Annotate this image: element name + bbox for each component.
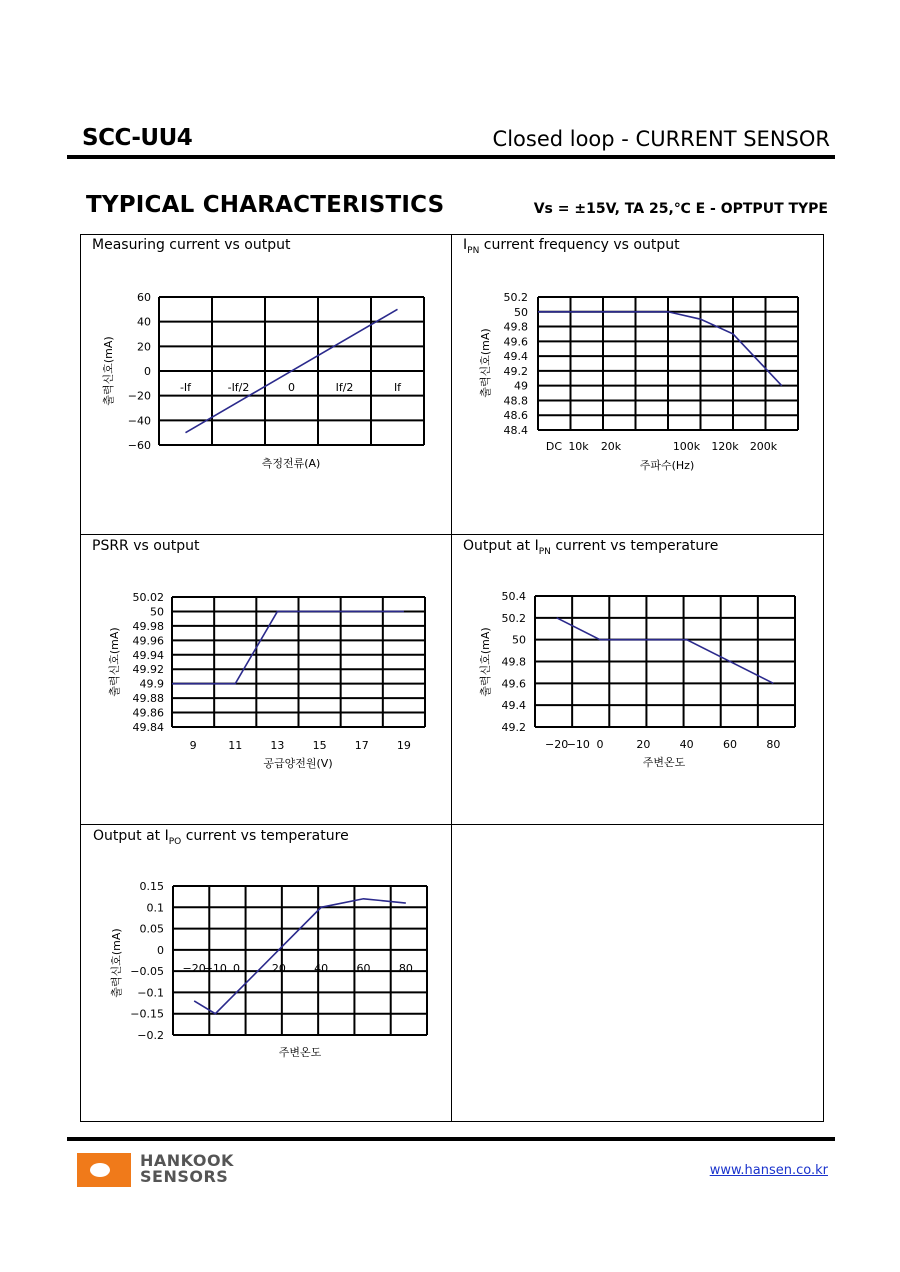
y-tick-label: 49 xyxy=(514,379,528,393)
y-tick-label: −0.1 xyxy=(137,986,164,1000)
y-tick-label: 49.4 xyxy=(503,350,528,364)
y-axis-label: 출력신호(mA) xyxy=(479,627,492,697)
y-tick-label: 50 xyxy=(512,633,526,647)
x-tick-label: 0 xyxy=(288,381,295,394)
x-tick-label: −20 xyxy=(182,961,206,975)
x-tick-label: −20 xyxy=(545,738,569,751)
y-tick-label: 49.6 xyxy=(503,335,528,349)
footer-rule xyxy=(67,1137,835,1141)
y-axis-label: 출력신호(mA) xyxy=(479,328,492,398)
series-line xyxy=(538,312,782,386)
y-tick-label: 0 xyxy=(144,365,151,378)
series-line xyxy=(194,899,406,1014)
x-axis-label: 공급양전원(V) xyxy=(263,757,333,770)
x-tick-label: DC xyxy=(545,440,563,453)
chart-title-ipn-temperature: Output at $I_{PN}$ current vs temperature xyxy=(463,538,719,557)
y-tick-label: −0.05 xyxy=(130,965,164,979)
chart-title-psrr: PSRR vs output xyxy=(92,538,200,554)
x-tick-label: 40 xyxy=(679,738,694,751)
x-axis-label: 주변온도 xyxy=(642,756,686,769)
y-tick-label: 49.6 xyxy=(501,677,526,691)
y-tick-label: 48.6 xyxy=(503,409,528,423)
y-tick-label: 60 xyxy=(137,291,151,304)
section-title: TYPICAL CHARACTERISTICS xyxy=(86,192,445,218)
y-tick-label: 50.2 xyxy=(503,291,528,304)
y-tick-label: 49.8 xyxy=(503,320,528,334)
x-tick-label: 0 xyxy=(233,961,240,975)
x-tick-label: 100k xyxy=(672,440,701,453)
x-tick-label: 20 xyxy=(636,738,651,751)
y-tick-label: −0.2 xyxy=(137,1029,164,1042)
x-tick-label: 200k xyxy=(749,440,778,453)
logo-line-1: HANKOOK xyxy=(140,1151,234,1170)
y-tick-label: 49.8 xyxy=(501,655,526,669)
x-tick-label: 60 xyxy=(356,961,371,975)
y-tick-label: 49.88 xyxy=(132,692,164,706)
y-tick-label: 49.2 xyxy=(501,721,526,734)
x-tick-label: If xyxy=(393,381,402,394)
y-tick-label: 48.8 xyxy=(503,394,528,408)
x-tick-label: 9 xyxy=(189,739,197,752)
series-line xyxy=(557,618,774,684)
x-tick-label: 60 xyxy=(723,738,737,751)
y-tick-label: 50 xyxy=(150,605,164,619)
model-name: SCC-UU4 xyxy=(82,125,193,151)
y-tick-label: 50.02 xyxy=(132,591,164,604)
x-tick-label: 15 xyxy=(312,739,327,752)
x-tick-label: -If xyxy=(179,381,192,394)
x-tick-label: 10k xyxy=(568,440,589,453)
y-tick-label: −40 xyxy=(127,414,151,428)
y-tick-label: 0.1 xyxy=(146,901,164,915)
document-subtitle: Closed loop - CURRENT SENSOR xyxy=(492,127,830,151)
y-tick-label: 40 xyxy=(137,315,151,329)
y-tick-label: 50.4 xyxy=(501,590,526,603)
y-tick-label: 0.15 xyxy=(139,880,164,893)
y-tick-label: 48.4 xyxy=(503,424,528,437)
x-tick-label: 120k xyxy=(711,440,739,453)
y-tick-label: 49.2 xyxy=(503,364,528,378)
x-tick-label: 80 xyxy=(398,961,413,975)
y-axis-label: 출력신호(mA) xyxy=(110,928,123,998)
y-tick-label: 0.05 xyxy=(139,922,164,936)
y-tick-label: 50.2 xyxy=(501,611,526,625)
x-axis-label: 주파수(Hz) xyxy=(639,459,695,472)
y-tick-label: 49.96 xyxy=(132,634,164,648)
series-line xyxy=(172,611,404,683)
chart-title-measuring-current: Measuring current vs output xyxy=(92,237,291,253)
y-tick-label: −20 xyxy=(127,389,151,403)
y-tick-label: 0 xyxy=(157,943,164,957)
y-axis-label: 출력신호(mA) xyxy=(108,627,121,697)
x-tick-label: 19 xyxy=(396,739,411,752)
x-tick-label: 40 xyxy=(314,961,329,975)
chart-title-frequency: $I_{PN}$ current frequency vs output xyxy=(463,237,680,256)
x-tick-label: -If/2 xyxy=(227,381,250,394)
test-conditions: Vs = ±15V, TA 25,℃ E - OPTPUT TYPE xyxy=(533,201,828,217)
y-tick-label: −0.15 xyxy=(130,1007,164,1021)
x-tick-label: −10 xyxy=(203,961,227,975)
y-tick-label: 20 xyxy=(137,340,151,354)
x-tick-label: 20k xyxy=(600,440,622,453)
logo-line-2: SENSORS xyxy=(140,1167,229,1186)
x-axis-label: 주변온도 xyxy=(278,1046,322,1059)
x-tick-label: 80 xyxy=(766,738,781,751)
y-tick-label: 49.9 xyxy=(139,677,164,691)
y-tick-label: 49.98 xyxy=(132,619,164,633)
x-tick-label: −10 xyxy=(566,738,590,751)
y-tick-label: 49.92 xyxy=(132,663,164,677)
y-tick-label: 49.94 xyxy=(132,648,164,662)
x-axis-label: 측정전류(A) xyxy=(261,457,321,470)
x-tick-label: 20 xyxy=(271,961,286,975)
y-tick-label: 49.84 xyxy=(132,721,164,734)
x-tick-label: 13 xyxy=(270,739,285,752)
x-tick-label: 0 xyxy=(596,738,604,751)
x-tick-label: If/2 xyxy=(335,381,354,394)
x-tick-label: 17 xyxy=(354,739,369,752)
company-logo-text xyxy=(140,1153,234,1185)
chart-title-ipo-temperature: Output at $I_{PO}$ current vs temperature xyxy=(93,828,349,847)
y-tick-label: 49.86 xyxy=(132,706,164,720)
y-tick-label: 49.4 xyxy=(501,699,526,713)
y-tick-label: −60 xyxy=(127,439,151,452)
logo-dot-icon xyxy=(90,1163,110,1177)
x-tick-label: 11 xyxy=(228,739,243,752)
y-axis-label: 출력신호(mA) xyxy=(102,336,115,406)
website-link[interactable]: www.hansen.co.kr xyxy=(709,1163,828,1178)
y-tick-label: 50 xyxy=(514,305,528,319)
